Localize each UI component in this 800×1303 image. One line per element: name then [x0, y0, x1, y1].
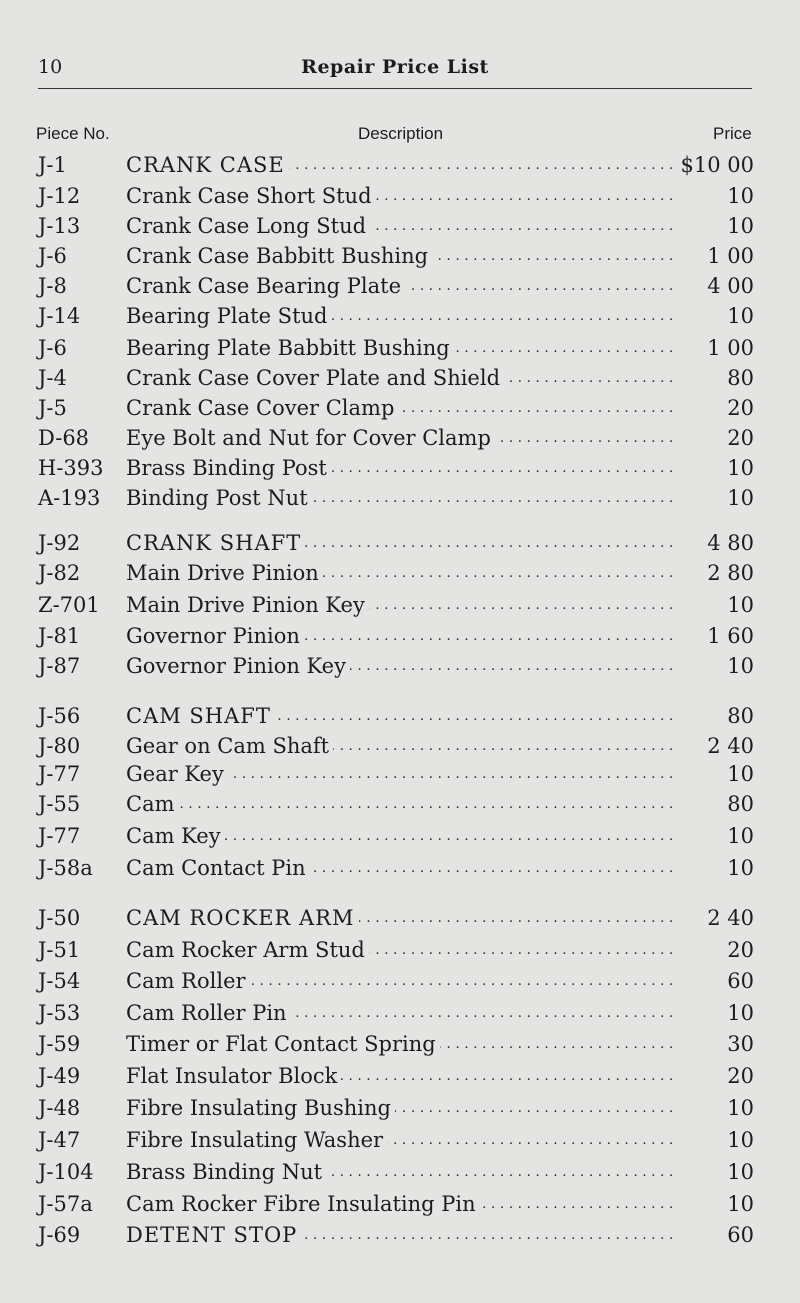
- piece-number: J-92: [38, 531, 81, 555]
- description-text: Gear Key: [126, 762, 228, 786]
- description-cell: [126, 1125, 676, 1155]
- piece-number: J-48: [38, 1096, 81, 1120]
- price-cell: 20: [727, 396, 754, 420]
- price-cell: $10 00: [680, 153, 754, 177]
- table-row: [0, 935, 800, 965]
- piece-number: J-51: [38, 938, 81, 962]
- table-row: [0, 393, 800, 423]
- description-cell: [126, 333, 676, 363]
- piece-number: J-59: [38, 1032, 81, 1056]
- price-cell: 4 80: [707, 531, 754, 555]
- piece-number: J-57a: [38, 1192, 93, 1216]
- price-cell: 10: [727, 1001, 754, 1025]
- table-row: [0, 590, 800, 620]
- price-cell: 10: [727, 824, 754, 848]
- price-cell: 2 40: [707, 906, 754, 930]
- description-text: Bearing Plate Stud: [126, 304, 331, 328]
- price-cell: 10: [727, 456, 754, 480]
- table-row: [0, 1061, 800, 1091]
- description-cell: [126, 701, 676, 731]
- description-cell: [126, 181, 676, 211]
- description-cell: [126, 935, 676, 965]
- description-text: Cam Key: [126, 824, 225, 848]
- description-text: Cam: [126, 792, 179, 816]
- description-cell: [126, 651, 676, 681]
- page-number: 10: [38, 56, 63, 78]
- table-row: [0, 211, 800, 241]
- price-cell: 10: [727, 1160, 754, 1184]
- description-text: Cam Roller Pin: [126, 1001, 291, 1025]
- description-cell: [126, 966, 676, 996]
- page-title: Repair Price List: [301, 56, 489, 78]
- price-cell: 10: [727, 856, 754, 880]
- price-cell: 1 00: [707, 244, 754, 268]
- price-cell: 80: [727, 704, 754, 728]
- price-cell: 10: [727, 214, 754, 238]
- table-row: [0, 853, 800, 883]
- table-row: [0, 528, 800, 558]
- piece-number: J-87: [38, 654, 81, 678]
- description-cell: [126, 1061, 676, 1091]
- table-row: [0, 651, 800, 681]
- table-row: [0, 701, 800, 731]
- description-text: Eye Bolt and Nut for Cover Clamp: [126, 426, 495, 450]
- table-row: [0, 333, 800, 363]
- table-row: [0, 181, 800, 211]
- table-row: [0, 789, 800, 819]
- price-cell: 10: [727, 486, 754, 510]
- piece-number: J-54: [38, 969, 81, 993]
- table-row: [0, 998, 800, 1028]
- description-text: Crank Case Babbitt Bushing: [126, 244, 432, 268]
- table-row: [0, 301, 800, 331]
- description-text: Timer or Flat Contact Spring: [126, 1032, 440, 1056]
- piece-number: J-58a: [38, 856, 93, 880]
- description-text: Crank Case Short Stud: [126, 184, 376, 208]
- piece-number: J-6: [38, 244, 67, 268]
- description-text: CRANK SHAFT: [126, 531, 305, 555]
- piece-number: J-47: [38, 1128, 81, 1152]
- table-row: [0, 1157, 800, 1187]
- description-text: CAM SHAFT: [126, 704, 275, 728]
- description-cell: [126, 903, 676, 933]
- description-text: Binding Post Nut: [126, 486, 312, 510]
- piece-number: J-69: [38, 1223, 81, 1247]
- description-cell: [126, 423, 676, 453]
- price-cell: 80: [727, 792, 754, 816]
- price-cell: 10: [727, 184, 754, 208]
- piece-number: J-104: [38, 1160, 94, 1184]
- table-row: [0, 966, 800, 996]
- piece-number: J-56: [38, 704, 81, 728]
- piece-number: D-68: [38, 426, 90, 450]
- piece-number: J-49: [38, 1064, 81, 1088]
- price-cell: 60: [727, 969, 754, 993]
- price-cell: 10: [727, 654, 754, 678]
- table-row: [0, 1125, 800, 1155]
- table-row: [0, 731, 800, 761]
- table-row: [0, 1220, 800, 1250]
- price-cell: 10: [727, 1128, 754, 1152]
- description-cell: [126, 1189, 676, 1219]
- price-cell: 10: [727, 1096, 754, 1120]
- description-text: CAM ROCKER ARM: [126, 906, 359, 930]
- description-text: Fibre Insulating Washer: [126, 1128, 387, 1152]
- description-cell: [126, 998, 676, 1028]
- table-row: [0, 821, 800, 851]
- piece-number: J-53: [38, 1001, 81, 1025]
- description-text: Cam Rocker Fibre Insulating Pin: [126, 1192, 480, 1216]
- piece-number: J-55: [38, 792, 81, 816]
- description-cell: [126, 241, 676, 271]
- table-row: [0, 271, 800, 301]
- column-header-price: Price: [713, 124, 752, 143]
- description-text: Brass Binding Post: [126, 456, 331, 480]
- table-row: [0, 1093, 800, 1123]
- description-text: Crank Case Bearing Plate: [126, 274, 405, 298]
- piece-number: J-8: [38, 274, 67, 298]
- description-text: DETENT STOP: [126, 1223, 301, 1247]
- description-cell: [126, 393, 676, 423]
- description-cell: [126, 590, 676, 620]
- table-row: [0, 150, 800, 180]
- description-text: Crank Case Cover Clamp: [126, 396, 398, 420]
- table-row: [0, 453, 800, 483]
- description-cell: [126, 271, 676, 301]
- description-text: Bearing Plate Babbitt Bushing: [126, 336, 454, 360]
- table-row: [0, 241, 800, 271]
- description-text: Crank Case Long Stud: [126, 214, 370, 238]
- description-text: Governor Pinion: [126, 624, 304, 648]
- piece-number: J-77: [38, 824, 81, 848]
- price-cell: 60: [727, 1223, 754, 1247]
- price-cell: 4 00: [707, 274, 754, 298]
- running-head: [38, 56, 752, 84]
- description-cell: [126, 150, 676, 180]
- description-cell: [126, 731, 676, 761]
- table-row: [0, 1189, 800, 1219]
- piece-number: J-5: [38, 396, 67, 420]
- description-cell: [126, 528, 676, 558]
- description-text: Cam Rocker Arm Stud: [126, 938, 369, 962]
- piece-number: J-14: [38, 304, 81, 328]
- piece-number: Z-701: [38, 593, 100, 617]
- table-row: [0, 903, 800, 933]
- price-cell: 20: [727, 1064, 754, 1088]
- description-cell: [126, 211, 676, 241]
- piece-number: J-82: [38, 561, 81, 585]
- table-row: [0, 1029, 800, 1059]
- description-cell: [126, 821, 676, 851]
- description-cell: [126, 301, 676, 331]
- table-row: [0, 558, 800, 588]
- table-row: [0, 423, 800, 453]
- price-cell: 10: [727, 304, 754, 328]
- description-text: Gear on Cam Shaft: [126, 734, 333, 758]
- table-row: [0, 483, 800, 513]
- piece-number: J-77: [38, 762, 81, 786]
- description-cell: [126, 621, 676, 651]
- description-cell: [126, 789, 676, 819]
- description-text: Fibre Insulating Bushing: [126, 1096, 395, 1120]
- description-cell: [126, 1157, 676, 1187]
- piece-number: J-6: [38, 336, 67, 360]
- description-cell: [126, 1029, 676, 1059]
- price-cell: 2 80: [707, 561, 754, 585]
- description-text: CRANK CASE: [126, 153, 289, 177]
- piece-number: J-80: [38, 734, 81, 758]
- description-cell: [126, 453, 676, 483]
- piece-number: J-12: [38, 184, 81, 208]
- description-text: Crank Case Cover Plate and Shield: [126, 366, 504, 390]
- table-row: [0, 759, 800, 789]
- description-cell: [126, 558, 676, 588]
- price-cell: 20: [727, 426, 754, 450]
- column-header-description: Description: [358, 124, 444, 143]
- piece-number: J-4: [38, 366, 67, 390]
- price-cell: 30: [727, 1032, 754, 1056]
- price-cell: 1 60: [707, 624, 754, 648]
- price-cell: 10: [727, 762, 754, 786]
- piece-number: J-81: [38, 624, 81, 648]
- price-cell: 1 00: [707, 336, 754, 360]
- piece-number: J-1: [38, 153, 67, 177]
- description-cell: [126, 1220, 676, 1250]
- price-cell: 2 40: [707, 734, 754, 758]
- description-text: Cam Contact Pin: [126, 856, 310, 880]
- description-text: Governor Pinion Key: [126, 654, 350, 678]
- price-cell: 80: [727, 366, 754, 390]
- piece-number: A-193: [38, 486, 101, 510]
- description-text: Main Drive Pinion Key: [126, 593, 369, 617]
- header-rule: [38, 88, 752, 89]
- description-cell: [126, 363, 676, 393]
- description-cell: [126, 853, 676, 883]
- description-text: Main Drive Pinion: [126, 561, 323, 585]
- table-row: [0, 363, 800, 393]
- price-cell: 10: [727, 1192, 754, 1216]
- description-text: Cam Roller: [126, 969, 250, 993]
- description-text: Brass Binding Nut: [126, 1160, 326, 1184]
- piece-number: J-50: [38, 906, 81, 930]
- price-cell: 10: [727, 593, 754, 617]
- description-text: Flat Insulator Block: [126, 1064, 341, 1088]
- table-row: [0, 621, 800, 651]
- column-header-piece-no: Piece No.: [36, 124, 110, 143]
- description-cell: [126, 759, 676, 789]
- description-cell: [126, 1093, 676, 1123]
- piece-number: J-13: [38, 214, 81, 238]
- price-cell: 20: [727, 938, 754, 962]
- description-cell: [126, 483, 676, 513]
- piece-number: H-393: [38, 456, 104, 480]
